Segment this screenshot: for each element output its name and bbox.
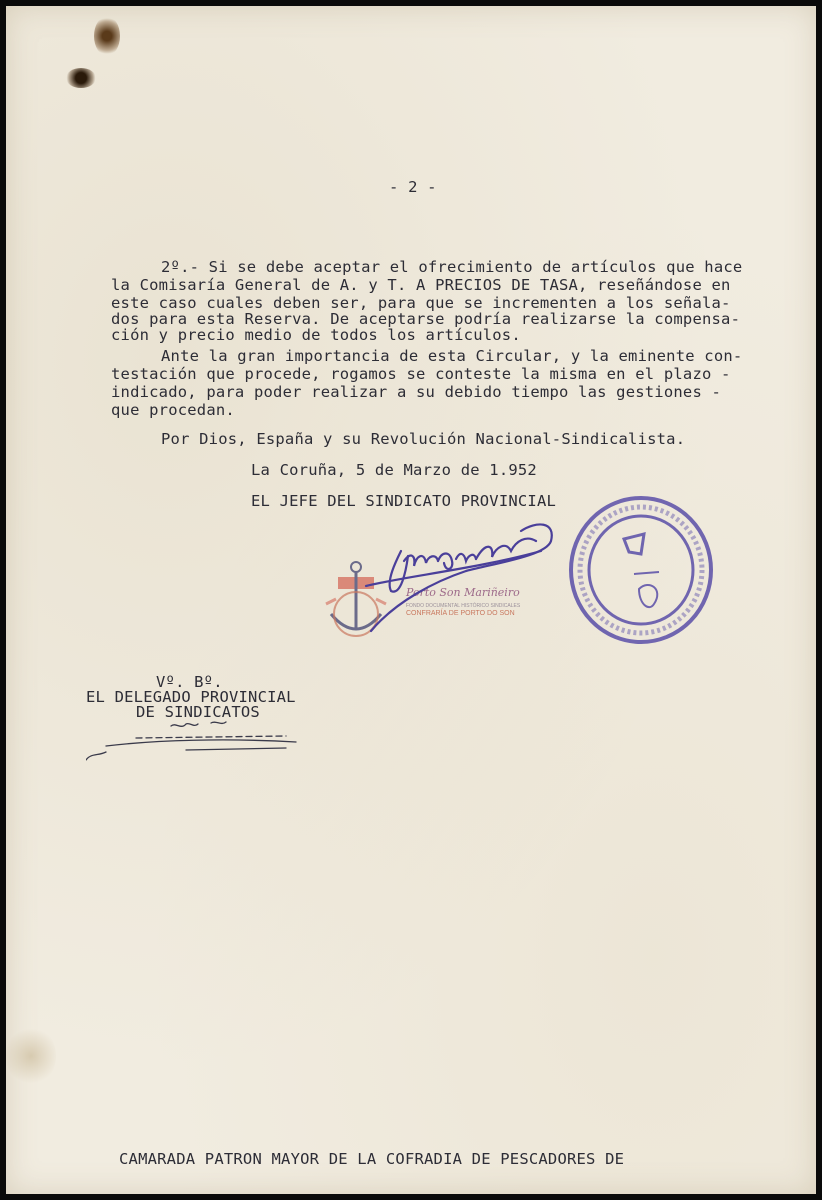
handwritten-signature: [346, 501, 576, 641]
paragraph-line: ción y precio medio de todos los artículos.: [111, 326, 521, 344]
page-number: - 2 -: [389, 178, 437, 196]
sindicato-seal-stamp: [569, 494, 719, 649]
ink-stain: [94, 16, 120, 56]
document-page: [6, 6, 816, 1194]
paragraph-line: testación que procede, rogamos se conteste la misma en el plazo -: [111, 365, 731, 383]
ink-stain: [66, 68, 96, 88]
approval-title: EL DELEGADO PROVINCIAL: [86, 688, 296, 706]
approval-subtitle: DE SINDICATOS: [136, 703, 260, 721]
place-date: La Coruña, 5 de Marzo de 1.952: [251, 461, 537, 479]
paragraph-line: 2º.- Si se debe aceptar el ofrecimiento de artículos que hace: [161, 258, 743, 276]
paragraph-line: este caso cuales deben ser, para que se incrementen a los señala-: [111, 294, 731, 312]
paragraph-line: dos para esta Reserva. De aceptarse podría realizarse la compensa-: [111, 310, 741, 328]
watermark-name: Porto Son Mariñeiro: [406, 586, 520, 599]
paragraph-line: Ante la gran importancia de esta Circular, y la eminente con-: [161, 347, 743, 365]
paragraph-line: indicado, para poder realizar a su debido tiempo las gestiones -: [111, 383, 722, 401]
paragraph-line: la Comisaría General de A. y T. A PRECIOS DE TASA, reseñándose en: [111, 276, 731, 294]
signatory-title: EL JEFE DEL SINDICATO PROVINCIAL: [251, 492, 557, 510]
watermark-line2: CONFRARÍA DE PORTO DO SON: [406, 610, 515, 617]
salutation: Por Dios, España y su Revolución Nacional-Sindicalista.: [161, 430, 686, 448]
watermark-line1: FONDO DOCUMENTAL HISTÓRICO SINDICALES: [406, 603, 521, 609]
approval-signature: [86, 718, 326, 768]
addressee-line: CAMARADA PATRON MAYOR DE LA COFRADIA DE PESCADORES DE: [119, 1150, 625, 1168]
paragraph-line: que procedan.: [111, 401, 235, 419]
approval-vobo: Vº. Bº.: [156, 673, 223, 691]
ink-stain: [6, 1026, 56, 1086]
